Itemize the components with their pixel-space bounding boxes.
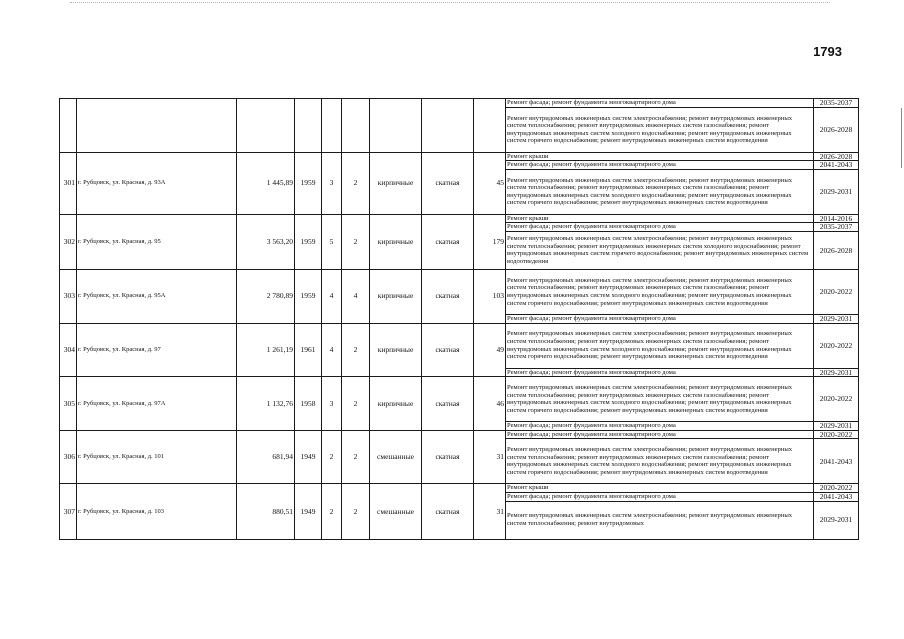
house-stairwells: 2 xyxy=(342,377,370,431)
house-roof-type: скатная xyxy=(422,323,474,377)
table-row xyxy=(60,323,859,368)
house-floors: 3 xyxy=(322,152,342,214)
house-floors: 5 xyxy=(322,214,342,269)
repair-work-description: Ремонт фасада; ремонт фундамента многоквартирного дома xyxy=(506,314,814,323)
table-row xyxy=(60,214,859,223)
scan-artifact-top xyxy=(70,2,830,4)
repair-work-description: Ремонт крыши xyxy=(506,152,814,161)
house-stairwells: 2 xyxy=(342,323,370,377)
house-year: 1958 xyxy=(295,377,322,431)
repair-period: 2026-2028 xyxy=(814,107,859,152)
house-area: 681,94 xyxy=(237,430,295,484)
house-wall-material xyxy=(370,99,422,153)
house-area: 1 132,76 xyxy=(237,377,295,431)
house-area: 2 780,89 xyxy=(237,269,295,323)
repair-period: 2026-2028 xyxy=(814,152,859,161)
repair-period: 2041-2043 xyxy=(814,161,859,170)
house-residents: 46 xyxy=(474,377,506,431)
repair-period: 2029-2031 xyxy=(814,314,859,323)
house-number: 301 xyxy=(60,152,77,214)
scan-artifact-right xyxy=(901,108,902,168)
house-year: 1959 xyxy=(295,152,322,214)
house-roof-type: скатная xyxy=(422,377,474,431)
repair-work-description: Ремонт внутридомовых инженерных систем электроснабжения; ремонт внутридомовых инженерных систем теплоснабжения; ремонт внутридомовых инженерных систем газоснабжения; ремонт внутридомовых инженерных систем холодного водоснабжения; ремонт внутридомовых инженерных систем горячего водоснабжения; ремонт внутридомовых инженерных систем водоотведения xyxy=(506,377,814,422)
house-wall-material: кирпичные xyxy=(370,269,422,323)
repair-work-description: Ремонт крыши xyxy=(506,484,814,493)
house-roof-type: скатная xyxy=(422,484,474,539)
repair-period: 2041-2043 xyxy=(814,439,859,484)
repair-work-description: Ремонт фасада; ремонт фундамента многоквартирного дома xyxy=(506,368,814,377)
house-address: г. Рубцовск, ул. Красная, д. 95 xyxy=(77,214,237,269)
house-stairwells: 2 xyxy=(342,430,370,484)
table-row xyxy=(60,99,859,108)
house-number: 307 xyxy=(60,484,77,539)
house-roof-type: скатная xyxy=(422,430,474,484)
repair-period: 2041-2043 xyxy=(814,492,859,501)
house-address: г. Рубцовск, ул. Красная, д. 97А xyxy=(77,377,237,431)
repair-work-description: Ремонт фасада; ремонт фундамента многоквартирного дома xyxy=(506,492,814,501)
house-address: г. Рубцовск, ул. Красная, д. 101 xyxy=(77,430,237,484)
repair-work-description: Ремонт внутридомовых инженерных систем электроснабжения; ремонт внутридомовых инженерных систем теплоснабжения; ремонт внутридомовых инженерных систем газоснабжения; ремонт внутридомовых инженерных систем холодного водоснабжения; ремонт внутридомовых инженерных систем горячего водоснабжения; ремонт внутридомовых инженерных систем водоотведения xyxy=(506,107,814,152)
house-year: 1949 xyxy=(295,484,322,539)
house-address: г. Рубцовск, ул. Красная, д. 103 xyxy=(77,484,237,539)
repair-period: 2035-2037 xyxy=(814,223,859,232)
repair-work-description: Ремонт фасада; ремонт фундамента многоквартирного дома xyxy=(506,99,814,108)
house-number: 302 xyxy=(60,214,77,269)
house-year: 1959 xyxy=(295,214,322,269)
house-stairwells: 4 xyxy=(342,269,370,323)
house-year: 1959 xyxy=(295,269,322,323)
house-stairwells: 2 xyxy=(342,152,370,214)
house-area: 880,51 xyxy=(237,484,295,539)
repair-work-description: Ремонт фасада; ремонт фундамента многоквартирного дома xyxy=(506,430,814,439)
house-floors: 3 xyxy=(322,377,342,431)
house-roof-type: скатная xyxy=(422,269,474,323)
house-stairwells: 2 xyxy=(342,484,370,539)
house-number: 304 xyxy=(60,323,77,377)
house-floors: 2 xyxy=(322,484,342,539)
house-wall-material: кирпичные xyxy=(370,377,422,431)
house-residents: 31 xyxy=(474,430,506,484)
repair-period: 2029-2031 xyxy=(814,501,859,539)
house-wall-material: смешанные xyxy=(370,430,422,484)
house-wall-material: смешанные xyxy=(370,484,422,539)
house-number: 303 xyxy=(60,269,77,323)
repair-work-description: Ремонт внутридомовых инженерных систем электроснабжения; ремонт внутридомовых инженерных систем теплоснабжения; ремонт внутридомовых инженерных систем холодного водоснабжения; ремонт внутридомовых инженерных систем горячего водоснабжения; ремонт внутридомовых инженерных систем водоотведения xyxy=(506,231,814,269)
repair-work-description: Ремонт внутридомовых инженерных систем электроснабжения; ремонт внутридомовых инженерных систем теплоснабжения; ремонт внутридомовых инженерных систем газоснабжения; ремонт внутридомовых инженерных систем холодного водоснабжения; ремонт внутридомовых инженерных систем горячего водоснабжения; ремонт внутридомовых инженерных систем водоотведения xyxy=(506,269,814,314)
house-residents: 45 xyxy=(474,152,506,214)
house-wall-material: кирпичные xyxy=(370,323,422,377)
repair-period: 2020-2022 xyxy=(814,269,859,314)
house-wall-material: кирпичные xyxy=(370,214,422,269)
housing-registry-table xyxy=(59,98,859,540)
repair-work-description: Ремонт фасада; ремонт фундамента многоквартирного дома xyxy=(506,223,814,232)
house-address: г. Рубцовск, ул. Красная, д. 93А xyxy=(77,152,237,214)
repair-period: 2014-2016 xyxy=(814,214,859,223)
table-row xyxy=(60,269,859,314)
house-floors: 2 xyxy=(322,430,342,484)
table-row xyxy=(60,377,859,422)
house-address: г. Рубцовск, ул. Красная, д. 97 xyxy=(77,323,237,377)
house-stairwells xyxy=(342,99,370,153)
house-year: 1961 xyxy=(295,323,322,377)
repair-work-description: Ремонт внутридомовых инженерных систем электроснабжения; ремонт внутридомовых инженерных систем теплоснабжения; ремонт внутридомовых xyxy=(506,501,814,539)
repair-work-description: Ремонт фасада; ремонт фундамента многоквартирного дома xyxy=(506,161,814,170)
house-area: 1 261,19 xyxy=(237,323,295,377)
page-number: 1793 xyxy=(813,44,842,59)
house-roof-type: скатная xyxy=(422,214,474,269)
house-address xyxy=(77,99,237,153)
repair-work-description: Ремонт внутридомовых инженерных систем электроснабжения; ремонт внутридомовых инженерных систем теплоснабжения; ремонт внутридомовых инженерных систем газоснабжения; ремонт внутридомовых инженерных систем холодного водоснабжения; ремонт внутридомовых инженерных систем горячего водоснабжения; ремонт внутридомовых инженерных систем водоотведения xyxy=(506,439,814,484)
house-residents xyxy=(474,99,506,153)
repair-period: 2020-2022 xyxy=(814,484,859,493)
repair-period: 2035-2037 xyxy=(814,99,859,108)
house-number xyxy=(60,99,77,153)
repair-period: 2020-2022 xyxy=(814,430,859,439)
house-area: 3 563,20 xyxy=(237,214,295,269)
repair-period: 2020-2022 xyxy=(814,323,859,368)
repair-work-description: Ремонт внутридомовых инженерных систем электроснабжения; ремонт внутридомовых инженерных систем теплоснабжения; ремонт внутридомовых инженерных систем газоснабжения; ремонт внутридомовых инженерных систем холодного водоснабжения; ремонт внутридомовых инженерных систем горячего водоснабжения; ремонт внутридомовых инженерных систем водоотведения xyxy=(506,169,814,214)
house-floors: 4 xyxy=(322,269,342,323)
repair-work-description: Ремонт крыши xyxy=(506,214,814,223)
repair-period: 2029-2031 xyxy=(814,422,859,431)
house-residents: 179 xyxy=(474,214,506,269)
table-row xyxy=(60,152,859,161)
house-year: 1949 xyxy=(295,430,322,484)
house-address: г. Рубцовск, ул. Красная, д. 95А xyxy=(77,269,237,323)
repair-work-description: Ремонт внутридомовых инженерных систем электроснабжения; ремонт внутридомовых инженерных систем теплоснабжения; ремонт внутридомовых инженерных систем газоснабжения; ремонт внутридомовых инженерных систем холодного водоснабжения; ремонт внутридомовых инженерных систем горячего водоснабжения; ремонт внутридомовых инженерных систем водоотведения xyxy=(506,323,814,368)
house-roof-type xyxy=(422,99,474,153)
repair-period: 2029-2031 xyxy=(814,368,859,377)
house-number: 305 xyxy=(60,377,77,431)
house-residents: 103 xyxy=(474,269,506,323)
table-row xyxy=(60,430,859,439)
house-residents: 31 xyxy=(474,484,506,539)
house-wall-material: кирпичные xyxy=(370,152,422,214)
repair-work-description: Ремонт фасада; ремонт фундамента многоквартирного дома xyxy=(506,422,814,431)
house-area: 1 445,89 xyxy=(237,152,295,214)
house-year xyxy=(295,99,322,153)
house-roof-type: скатная xyxy=(422,152,474,214)
house-floors: 4 xyxy=(322,323,342,377)
repair-period: 2026-2028 xyxy=(814,231,859,269)
house-number: 306 xyxy=(60,430,77,484)
house-stairwells: 2 xyxy=(342,214,370,269)
house-floors xyxy=(322,99,342,153)
house-area xyxy=(237,99,295,153)
repair-period: 2020-2022 xyxy=(814,377,859,422)
table-row xyxy=(60,484,859,493)
house-residents: 49 xyxy=(474,323,506,377)
repair-period: 2029-2031 xyxy=(814,169,859,214)
